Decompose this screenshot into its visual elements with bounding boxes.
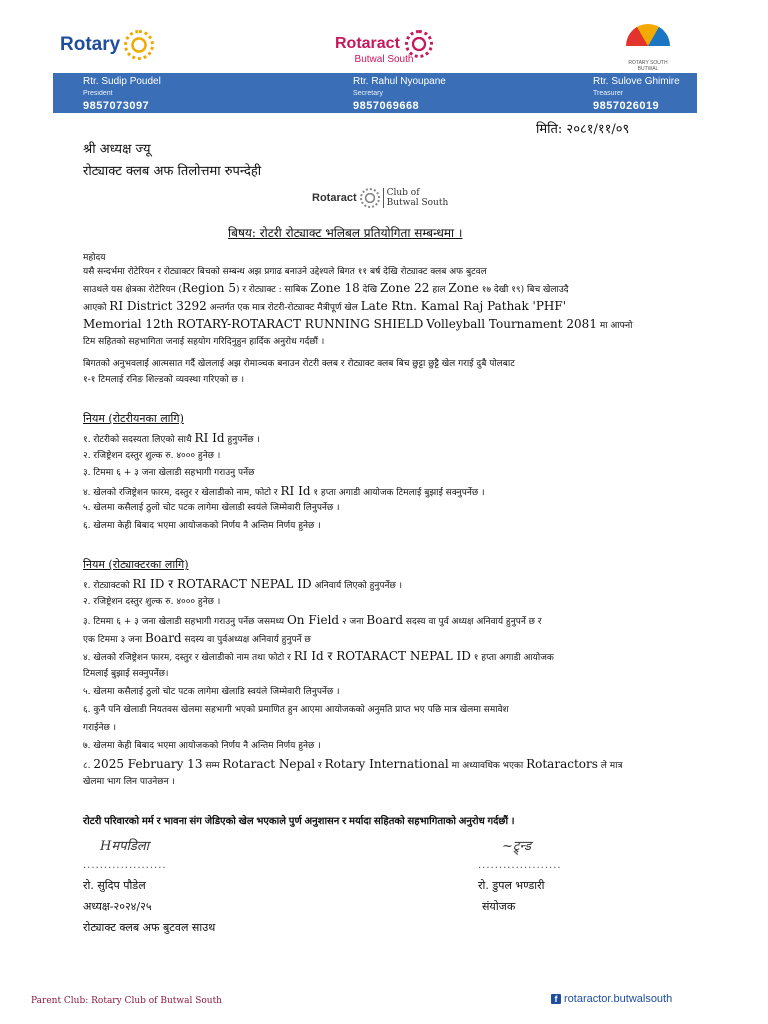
signatory-left-org: रोट्याक्ट क्लब अफ बुटवल साउथ	[83, 921, 216, 934]
rotaract-logo-sub: Butwal South	[354, 54, 414, 65]
list-item: ७. खेलमा केही बिबाद भएमा आयोजकको निर्णय नै अन्तिम निर्णय हुनेछ ।	[83, 741, 321, 751]
club-logo-text: Club of Butwal South	[383, 188, 449, 208]
officer-president	[83, 76, 161, 112]
rotary-logo-text: Rotary	[60, 34, 121, 55]
list-item: ८. 2025 February 13 सम्म Rotaract Nepal र Rotary International मा अध्यावधिक भएका Rotaractors ले मात्र	[83, 757, 623, 771]
signature-left-line: ....................	[83, 860, 167, 871]
officer-name: Rtr. Sulove Ghimire	[593, 76, 680, 87]
list-item: ३. टिममा ६ + ३ जना खेलाडी सहभागी गराउनु पर्नेछ जसमध्य On Field २ जना Board सदस्य वा पुर्व अध्यक्ष अनिवार्य हुनुपर्ने छ र	[83, 613, 542, 627]
officer-secretary	[353, 76, 446, 112]
list-item: एक टिममा ३ जना Board सदस्य वा पुर्वअध्यक्ष अनिवार्य हुनुपर्ने छ	[83, 631, 311, 645]
list-item: ५. खेलमा कसैलाई ठुलो चोट पटक लागेमा खेलाडी स्वयंले जिम्मेवारी लिनुपर्नेछ ।	[83, 503, 340, 513]
list-item: खेलमा भाग लिन पाउनेछन ।	[83, 777, 175, 787]
list-item: गराईनेछ ।	[83, 723, 117, 733]
officer-role: President	[83, 90, 113, 97]
rotaract-logo	[335, 30, 433, 65]
officer-phone: 9857073097	[83, 100, 150, 112]
partner-logo	[622, 24, 674, 72]
letter-subject: बिषय: रोटरी रोट्याक्ट भलिबल प्रतियोगिता सम्बन्धमा ।	[228, 226, 463, 240]
facebook-icon: f	[551, 994, 561, 1004]
list-item: ३. टिममा ६ + ३ जना खेलाडी सहभागी गराउनु पर्नेछ	[83, 468, 255, 478]
paragraph-2: बिगतको अनुभवलाई आत्मसात गर्दै खेललाई अझ रोमाञ्चक बनाउन रोटरी क्लब र रोट्याक्ट क्लब बिच छुट्टा छुट्टै खेल गराई दुबै पोलबाट १-१ टिमलाई रनिङ शिल्डको व्यवस्था गरिएको छ ।	[83, 359, 515, 385]
officer-phone: 9857069668	[353, 100, 420, 112]
facebook-handle: rotaractor.butwalsouth	[564, 993, 673, 1005]
officer-role: Secretary	[353, 90, 383, 97]
rotaractor-rules-heading: नियम (रोट्याक्टरका लागि)	[83, 558, 189, 571]
list-item: टिमलाई बुझाई सक्नुपर्नेछ।	[83, 669, 169, 679]
closing-statement: रोटरी परिवारको मर्म र भावना संग जेडिएको खेल भएकाले पुर्ण अनुशासन र मर्यादा सहितको सहभागिताको अनुरोध गर्दछौं ।	[83, 816, 515, 827]
officers-band	[53, 73, 697, 113]
list-item: ६. खेलमा केही बिबाद भएमा आयोजकको निर्णय नै अन्तिम निर्णय हुनेछ ।	[83, 520, 321, 531]
officer-treasurer	[593, 76, 680, 112]
addressee-line1: श्री अध्यक्ष ज्यू	[83, 142, 151, 157]
list-item: ५. खेलमा कसैलाई ठुलो चोट पटक लागेमा खेलाडि स्वयंले जिम्मेवारी लिनुपर्नेछ ।	[83, 687, 340, 697]
partner-logo-caption: ROTARY SOUTH BUTWAL	[628, 60, 668, 72]
list-item: ४. खेलको रजिष्ट्रेशन फारम, दस्तुर र खेलाडीको नाम तथा फोटो र RI Id र ROTARACT NEPAL ID १ हप्ता अगाडी आयोजक	[83, 649, 554, 663]
club-logo-word: Rotaract	[312, 192, 357, 204]
officer-phone: 9857026019	[593, 100, 660, 112]
rotarian-rules-list	[83, 430, 683, 535]
rotaract-logo-text: Rotaract	[335, 35, 400, 52]
list-item: २. रजिष्ट्रेशन दस्तुर शुल्क रु. ४००० हुनेछ ।	[83, 450, 221, 461]
rotaractor-rules-list	[83, 576, 683, 792]
list-item: १. रोट्याक्टको RI ID र ROTARACT NEPAL ID अनिवार्य लिएको हुनुपर्नेछ ।	[83, 577, 403, 591]
signature-right: ~ट्र्न्ड	[502, 839, 532, 854]
signature-right-line: ....................	[478, 860, 562, 871]
partner-arc-icon	[626, 24, 670, 46]
signatory-right-title: संयोजक	[482, 900, 516, 913]
signatory-right-name: रो. डुपल भण्डारी	[478, 879, 545, 892]
signature-left: Hमपडिला	[100, 839, 149, 854]
rotarian-rules-heading: नियम (रोटरीयनका लागि)	[83, 412, 184, 425]
list-item: ४. खेलको रजिष्ट्रेशन फारम, दस्तुर र खेलाडीको नाम, फोटो र RI Id १ हप्ता अगाडी आयोजक टिमलाई बुझाई सक्नुपर्नेछ ।	[83, 483, 485, 498]
officer-role: Treasurer	[593, 90, 624, 97]
list-item: ६. कुनै पनि खेलाडी नियतवस खेलमा सहभागी भएको प्रमाणित हुन आएमा आयोजकको अनुमति प्राप्त भए पछि मात्र खेलमा समावेश	[83, 705, 509, 715]
rotary-wheel-icon	[124, 30, 154, 60]
facebook-link[interactable]	[551, 993, 672, 1005]
club-wheel-icon	[360, 188, 380, 208]
paragraph-1: यसै सन्दर्भमा रोटेरियन र रोट्याक्टर बिचको सम्बन्ध अझ प्रगाढ बनाउने उद्देश्यले बिगत ११ बर्ष देखि रोट्याक्ट क्लब अफ बुटवल साउथले यस क्षेत्रका रोटेरियन (Region 5) र रोट्याक्ट : साबिक Zone 18 देखि Zone 22 हाल Zone १७ देखी १९) बिच खेलाउदै आएको RI District 3292 अन्तर्गत एक मात्र रोटरी-रोट्याक्ट मैत्रीपूर्ण खेल Late Rtn. Kamal Raj Pathak 'PHF' Memorial 12th ROTARY-ROTARACT RUNNING SHIELD Volleyball Tournament 2081 मा आफ्नो टिम सहितको सहभागिता जनाई सहयोग गरिदिनुहुन हार्दिक अनुरोध गर्दछौं ।	[83, 267, 633, 347]
rotary-logo	[60, 30, 154, 60]
list-item: २. रजिष्ट्रेशन दस्तुर शुल्क रु. ४००० हुनेछ ।	[83, 597, 221, 607]
officer-name: Rtr. Rahul Nyoupane	[353, 76, 446, 87]
letter-date: मिति: २०८१/११/०९	[536, 122, 630, 137]
salutation: महोदय	[83, 253, 106, 263]
signatory-left-name: रो. सुदिप पौडेल	[83, 879, 146, 892]
addressee-line2: रोट्याक्ट क्लब अफ तिलोत्तमा रुपन्देही	[83, 164, 262, 179]
parent-club-footer: Parent Club: Rotary Club of Butwal South	[31, 996, 222, 1006]
list-item: १. रोटरीको सदस्यता लिएको साथै RI Id हुनुपर्नेछ ।	[83, 431, 260, 445]
club-logo	[312, 188, 448, 208]
officer-name: Rtr. Sudip Poudel	[83, 76, 161, 87]
signatory-left-title: अध्यक्ष-२०२४/२५	[83, 900, 152, 913]
